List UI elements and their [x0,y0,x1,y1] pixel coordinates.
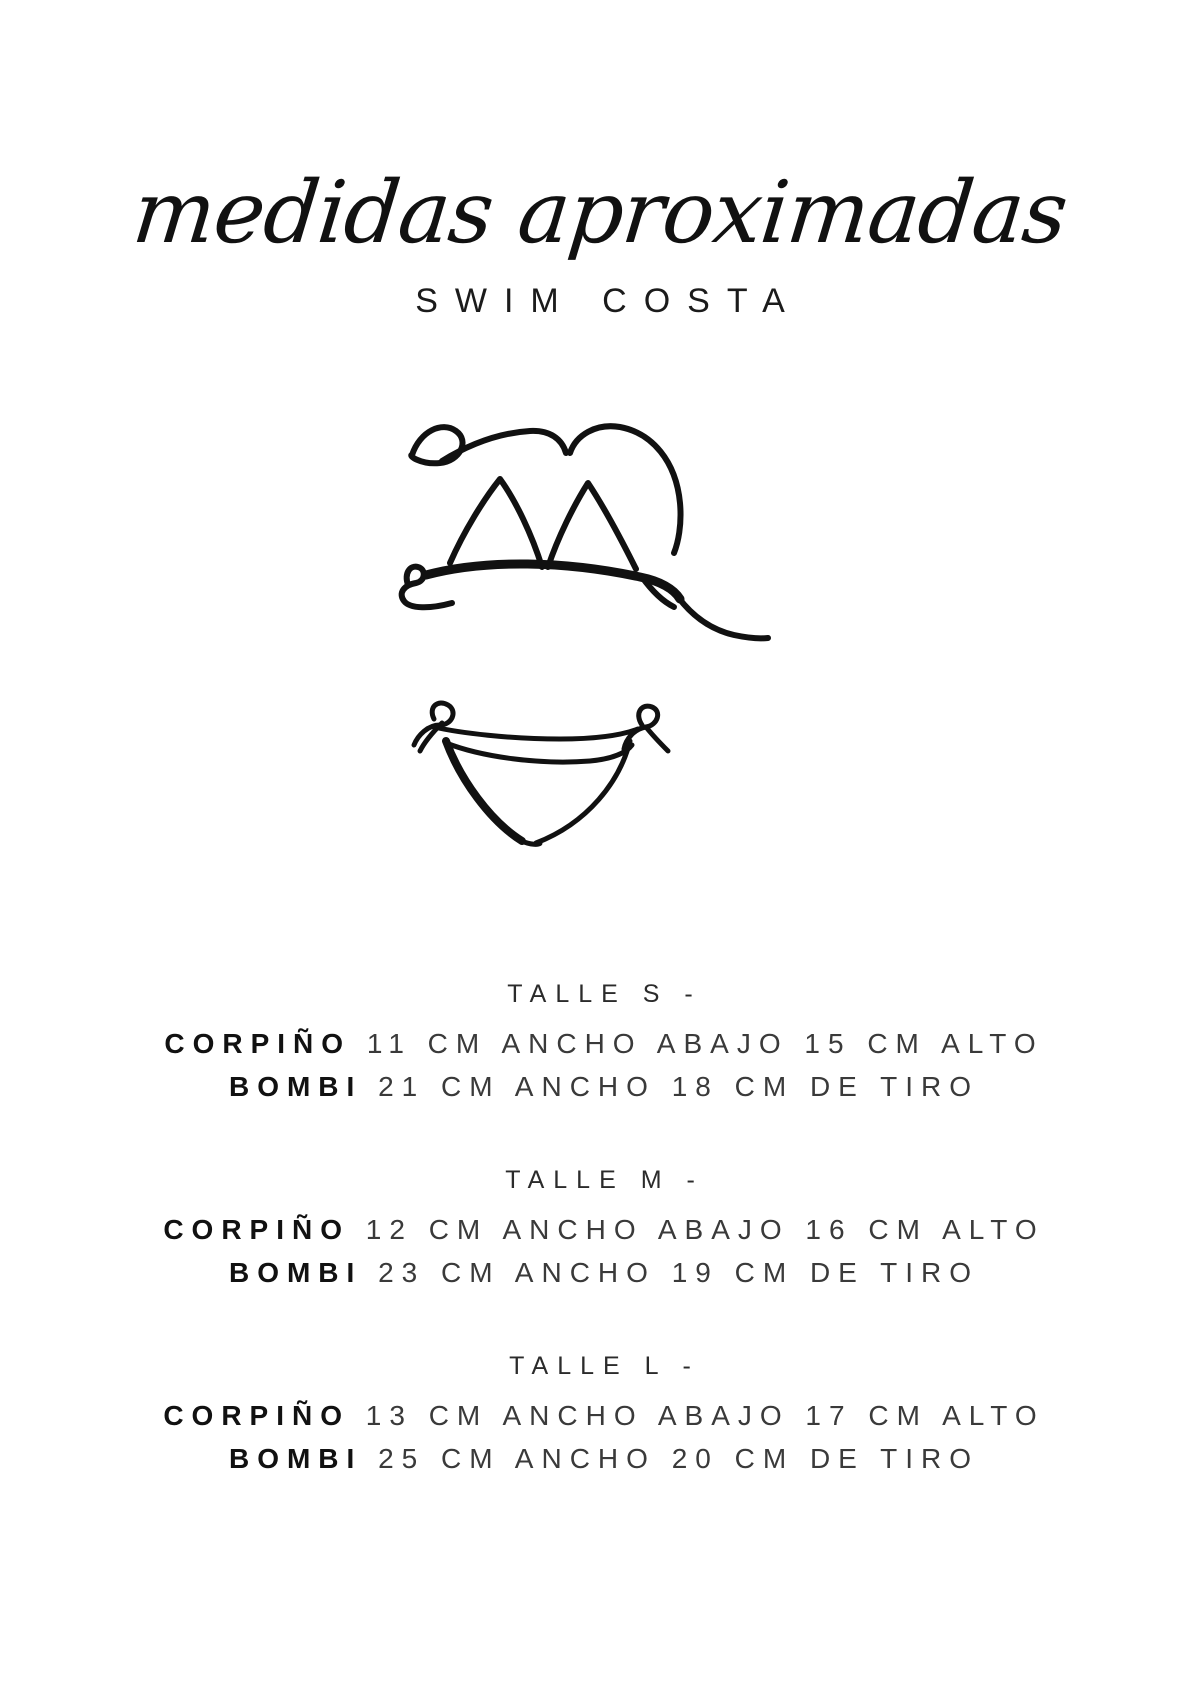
piece-detail: 21 CM ANCHO 18 CM DE TIRO [378,1070,979,1102]
header [0,163,1200,321]
spec-line-bombi-m [0,1252,1200,1295]
piece-label: BOMBI [228,1442,363,1474]
piece-detail: 11 CM ANCHO ABAJO 15 CM ALTO [366,1028,1044,1059]
page-title: medidas aproximadas [128,163,1072,263]
piece-label: CORPIÑO [163,1400,350,1432]
piece-detail: 13 CM ANCHO ABAJO 17 CM ALTO [365,1400,1045,1432]
piece-detail: 23 CM ANCHO 19 CM DE TIRO [378,1256,979,1288]
piece-detail: 25 CM ANCHO 20 CM DE TIRO [378,1442,979,1474]
brand-subtitle: SWIM COSTA [415,282,802,320]
piece-detail: 12 CM ANCHO ABAJO 16 CM ALTO [365,1214,1045,1246]
spec-line-bombi-s [0,1066,1200,1109]
spec-line-corpino-s [0,1023,1200,1066]
size-label-l: TALLE L - [509,1352,700,1381]
piece-label: CORPIÑO [164,1028,352,1059]
piece-label: BOMBI [228,1256,363,1288]
size-label-m: TALLE M - [505,1166,704,1195]
piece-label: BOMBI [228,1070,363,1102]
measurements-list [0,980,1200,1480]
piece-label: CORPIÑO [163,1214,350,1246]
spec-line-corpino-l [0,1395,1200,1438]
size-group-s [0,980,1200,1108]
size-label-s: TALLE S - [507,980,702,1008]
spec-line-corpino-m [0,1209,1200,1252]
illustration-area [0,395,1200,865]
size-group-l [0,1352,1200,1480]
size-group-m [0,1166,1200,1294]
spec-line-bombi-l [0,1438,1200,1481]
bikini-top-line-drawing [402,426,768,638]
bikini-illustration [390,395,810,865]
bikini-bottom-line-drawing [414,703,668,844]
